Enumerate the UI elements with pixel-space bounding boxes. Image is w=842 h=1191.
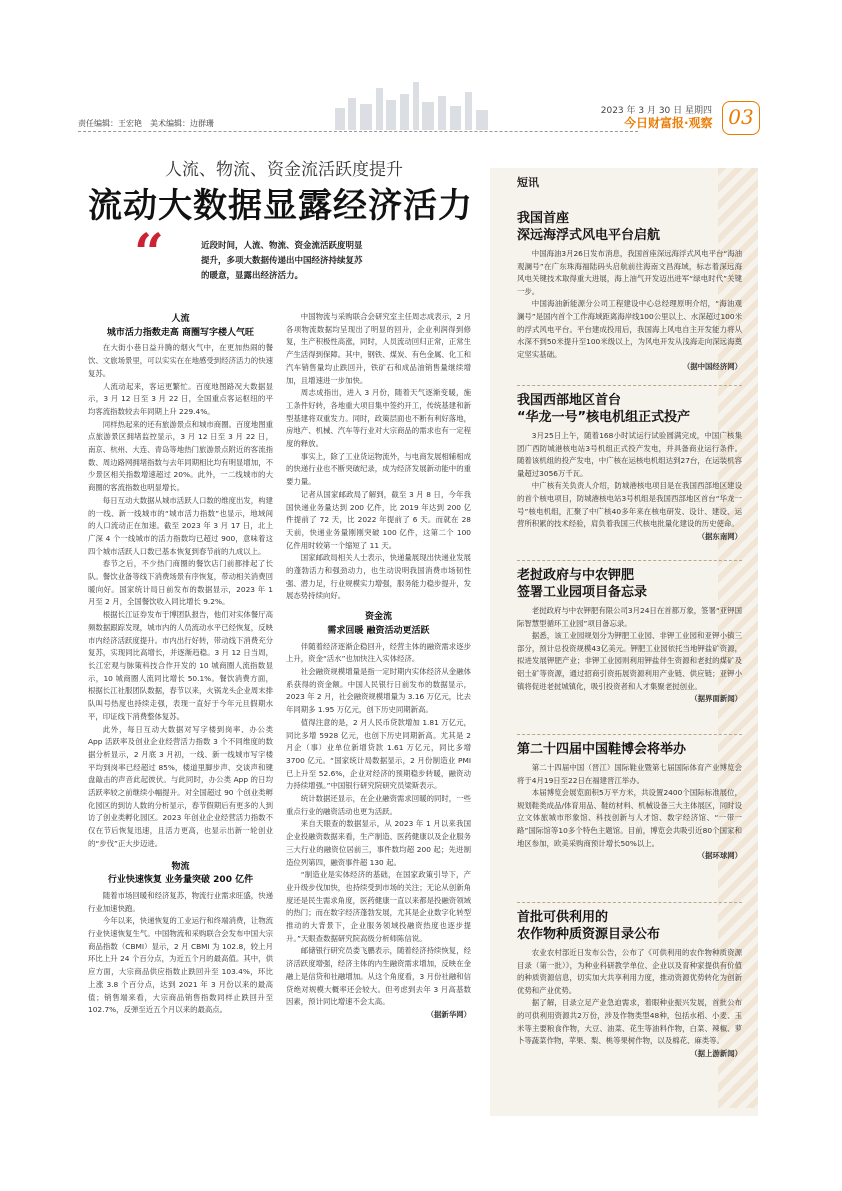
paragraph: 社会融资规模增量是指一定时期内实体经济从金融体系获得的资金额。中国人民银行日前发布的数据显示，2023 年 2 月，社会融资规模增量为 3.16 万亿元，比去年同期多 1.95 万亿元，创下历史同期新高。 <box>286 666 471 715</box>
section-heading: 需求回暖 融资活动更活跃 <box>327 625 430 636</box>
page-number: 03 <box>722 101 760 135</box>
quote-mark-icon: “ <box>134 223 164 284</box>
paragraph: 本届博览会展览面积5万平方米，共设置2400个国际标准展位，规划鞋类成品/体育用品、鞋纺材料、机械设备三大主体展区，同时设立文体旅城市形象馆、科技创新与人才馆、数字经济馆、“一带一路”国际馆等10多个特色主题馆。目前，博览会共吸引近80个国家和地区参加，欧美采购商预计增长50%以上。 <box>517 788 742 848</box>
paragraph: 同样热起来的还有旅游景点和城市商圈。百度地图重点旅游景区拥堵监控显示，3 月 12 日至 3 月 22 日，南京、杭州、大连、青岛等地热门旅游景点附近的客流指数、周边路网拥堵指数与去年同期相比均有明显增加，不少景区相关指数增速超过 20%。此外，一二线城市的大商圈的客流指数也明显增长。 <box>88 419 273 493</box>
paragraph: 此外，每日互动大数据对写字楼到岗率、办公类 App 活跃率及创业企业经营活力指数 3 个不同维度的数据分析显示，2 月底 3 月初，一线、新一线城市写字楼平均到岗率已经超过 85%，楼道里脚步声、交谈声和键盘敲击的声音此起彼伏。与此同时，办公类 App 的日均活跃率较之前继续小幅提升。对全国超过 90 个创业类孵化园区的到访人数的分析显示，春节假期后有更多的人到访了创业类孵化园区。2023 年创业企业经营活力指数不仅在节后恢复迅速，且活力更高，也显示出新一轮创业的“步伐”正大步迈进。 <box>88 724 273 848</box>
paragraph: 中国海油3月26日发布消息，我国首座深远海浮式风电平台“海油观澜号”在广东珠海福陆码头启航前往海南文昌海域，标志着深远海风电关键技术取得重大进展，海上油气开发迈出进军“绿电时代”关键一步。 <box>517 249 742 296</box>
news-title: 第二十四届中国鞋博会将举办 <box>517 742 687 757</box>
paragraph: 来自天眼查的数据显示，从 2023 年 1 月以来我国企业投融资数据来看，生产制造、医药健康以及企业服务三大行业的融资位居前三，事件数均超 200 起；先进制造位列第四，融资事件超 130 起。 <box>286 819 471 867</box>
header-divider <box>78 131 638 132</box>
section-heading: 行业快速恢复 业务量突破 200 亿件 <box>107 875 254 886</box>
section-label: 人流 <box>171 314 190 324</box>
paragraph: 邮储银行研究员娄飞鹏表示，随着经济持续恢复，经济活跃度增强，经济主体的内生融资需求增加，反映在金融上是信贷和社融增加。从这个角度看，3 月份社融和信贷绝对规模大概率还会较大。但考虑到去年 3 月高基数因素，预计同比增速不会太高。 <box>286 946 471 1007</box>
section-label: 物流 <box>171 861 190 872</box>
paragraph: 老挝政府与中农钾肥有限公司3月24日在首都万象，签署“亚钾国际智慧型循环工业园”项目备忘录。 <box>517 606 742 628</box>
paragraph: 农业农村部近日发布公告，公布了《可供利用的农作物种质资源目录（第一批）》，为种业科研教学单位、企业以及育种家提供有价值的种质资源信息，切实加大共享利用力度，推动资源优势转化为创新优势和产业优势。 <box>517 948 742 995</box>
paragraph: 事实上，除了工业货运物流外，与电商发展相辅相成的快递行业也不断突破纪录，成为经济发展新动能中的重要力量。 <box>286 451 471 487</box>
article-source: （据新华网） <box>426 1009 471 1019</box>
paragraph: 在大街小巷日益升腾的烟火气中，在更加热闹的餐饮、文旅场景里，可以实实在在地感受到经济活力的快速复苏。 <box>88 343 273 378</box>
news-title: 我国首座 深远海浮式风电平台启航 <box>517 211 661 243</box>
news-title: 老挝政府与中农钾肥 签署工业园项目备忘录 <box>517 568 648 600</box>
paragraph: 3月25日上午，随着168小时试运行试验圆满完成，中国广核集团广西防城港核电站3号机组正式投产发电，并具备商业运行条件。随着该机组的投产发电，中广核在运核电机组达到27台，在运装机容量超过3056万千瓦。 <box>517 431 742 478</box>
page-section-name: 今日财富报·观察 <box>624 116 713 130</box>
paragraph: 今年以来，快递恢复的工业运行和终端消费，让物流行业快速恢复生气。中国物流和采购联合会发布中国大宗商品指数（CBMI）显示，2 月 CBMI 为 102.8，较上月环比上升 24 个百分点，为近五个月的最高值。其中，供应方面，大宗商品供应指数止跌回升至 103.4%，环比上涨 3.8 个百分点，达到 2021 年 3 月份以来的最高值；销售端来看，大宗商品销售指数同样止跌回升至 102.7%，反弹至近五个月以来的最高点。 <box>88 916 273 1015</box>
article-title: 流动大数据显露经济活力 <box>88 186 473 226</box>
issue-date: 2023 年 3 月 30 日 星期四 <box>600 106 712 116</box>
paragraph: 据了解，目录立足产业急迫需求，着眼种业振兴发展，首批公布的可供利用资源共2万份，涉及作物类型48种，包括水稻、小麦、玉米等主要粮食作物，大豆、油菜、花生等油料作物，白菜、辣椒、萝卜等蔬菜作物，苹果、梨、桃等果树作物，以及棉花、麻类等。 <box>517 998 742 1046</box>
news-title: 我国西部地区首台 “华龙一号”核电机组正式投产 <box>517 393 691 425</box>
short-news-item <box>517 392 742 543</box>
paragraph: 随着市场回暖和经济复苏，物流行业需求旺盛，快递行业加速快跑。 <box>88 890 273 913</box>
short-news-item <box>517 567 742 706</box>
paragraph: 中国海油新能源分公司工程建设中心总经理原明介绍，“海油观澜号”是国内首个工作海域距离海岸线100公里以上、水深超过100米的浮式风电平台。平台建成投用后，我国海上风电自主开发能力将从水深不到50米提升至100米级以上，为风电开发从浅海走向深远海奠定坚实基础。 <box>517 299 742 359</box>
paragraph: 值得注意的是，2 月人民币贷款增加 1.81 万亿元，同比多增 5928 亿元，也创下历史同期新高。尤其是 2 月企（事）业单位新增贷款 1.61 万亿元，同比多增 3700 亿元。“国家统计局数据显示，2 月份制造业 PMI 已上升至 52.6%，企业对经济的预期稳步转暖，融资动力持续增强。”中国银行研究院研究员梁斯表示。 <box>286 717 471 791</box>
paragraph: “制造业是实体经济的基础，在国家政策引导下，产业升级步伐加快，也持续受到市场的关注；无论从创新角度还是民生需求角度，医药健康一直以来都是投融资领域的热门；而在数字经济蓬勃发展，尤其是企业数字化转型推动的大背景下，企业服务领域投融资热度也逐步提升。”天眼查数据研究院高级分析师陈信说。 <box>286 870 471 943</box>
news-source: （据上游新闻） <box>690 1048 742 1058</box>
news-source: （据环球网） <box>697 851 742 861</box>
paragraph: 人流动起来，客运更繁忙。百度地图路况大数据显示，3 月 12 日至 3 月 22 日，全国重点客运枢纽的平均客流指数较去年同期上升 229.4%。 <box>88 381 273 416</box>
news-divider <box>517 734 742 735</box>
short-news-item <box>517 741 742 863</box>
section-label: 资金流 <box>364 612 392 623</box>
editor-credit: 责任编辑：王宏艳 美术编辑：边群珊 <box>78 119 214 128</box>
article-lead: 近段时间，人流、物流、资金流活跃度明显提升，多项大数据传递出中国经济持续复苏的暖意，显露出经济活力。 <box>201 241 363 281</box>
paragraph: 第二十四届中国（晋江）国际鞋业暨第七届国际体育产业博览会将于4月19日至22日在福建晋江举办。 <box>517 763 742 785</box>
short-news-label: 短讯 <box>517 176 539 189</box>
paragraph: 统计数据还显示，在企业融资需求回暖的同时，一些重点行业的融资活动也更为活跃。 <box>286 794 471 816</box>
news-title: 首批可供利用的 农作物种质资源目录公布 <box>517 910 661 942</box>
paragraph: 中广核有关负责人介绍，防城港核电项目是在我国西部地区建设的首个核电项目，防城港核电站3号机组是我国西部地区首台“华龙一号”核电机组，汇聚了中广核40多年来在核电研发、设计、建设、运营所积累的技术经验，肩负着我国三代核电批量化建设的历史使命。 <box>517 481 742 529</box>
paragraph: 春节之后，不少热门商圈的餐饮店门前都排起了长队。餐饮业备等线下消费场景有序恢复，带动相关消费回暖向好。国家统计局日前发布的数据显示，2023 年 1 月至 2 月，全国餐饮收入同比增长 9.2%。 <box>88 559 273 607</box>
article-column-2 <box>286 311 471 1022</box>
news-source: （据界面新闻） <box>690 694 742 704</box>
paragraph: 根据长江证券发布于博团队报告，他们对实体餐厅高频数据跟踪发现，城市内的人员流动水平已经恢复，反映市内经济活跃度提升。市内出行好转，带动线下消费充分复苏，实现同比高增长，并逐渐趋稳。3 月 12 日当周，长江宏观与脉策科技合作开发的 10 城商圈人流指数显示，10 城商圈人流同比增长 50.1%。餐饮消费方面，根据长江社服团队数据，春节以来，火锅龙头企业周末排队叫号热度也持续走强，表现一直好于今年元旦假期水平，印证线下消费整体复苏。 <box>88 610 273 721</box>
news-source: （据中国经济网） <box>682 362 742 372</box>
short-news-item <box>517 909 742 1060</box>
article-subtitle: 人流、物流、资金流活跃度提升 <box>165 160 403 180</box>
paragraph: 周志成指出，进入 3 月份，随着天气逐渐变暖，施工条件好转，各地重大项目集中签约开工，传统基建和新型基建将双重发力。同时，政策层面也不断有利好落地，房地产、机械、汽车等行业对大宗商品的需求也有一定程度的释放。 <box>286 388 471 449</box>
paragraph: 国家邮政局相关人士表示，快递量展现出快递业发展的蓬勃活力和强劲动力，也生动说明我国消费市场韧性强、潜力足，行业规模实力增强，服务能力稳步提升，发展态势持续向好。 <box>286 553 471 601</box>
news-divider <box>517 560 742 561</box>
city-skyline-illustration <box>330 80 500 130</box>
paragraph: 据悉，该工业园规划分为钾肥工业园、非钾工业园和亚钾小镇三部分，预计总投资规模43亿美元。钾肥工业园依托当地钾盐矿资源，拟进发展钾肥产业；非钾工业园则利用钾盐伴生资源和老挝的煤矿及铝土矿等资源，通过招商引资拓展资源利用产业链、供应链；亚钾小镇将促进老挝城镇化，吸引投资者和人才集聚老挝创业。 <box>517 631 742 691</box>
paragraph: 记者从国家邮政局了解到，截至 3 月 8 日，今年我国快递业务量达到 200 亿件，比 2019 年达到 200 亿件提前了 72 天，比 2022 年提前了 6 天。而就在 28 天前，快递业务量刚刚突破 100 亿件，这第二个 100 亿件用时较第一个缩短了 11 天。 <box>286 489 471 550</box>
paragraph: 伴随着经济逐渐企稳回升，经营主体的融资需求逐步上升，资金“活水”也加快注入实体经济。 <box>286 641 471 664</box>
news-divider <box>517 385 742 386</box>
short-news-item <box>517 210 742 374</box>
paragraph: 每日互动大数据从城市活跃人口数的维度出发，构建的一线、新一线城市的“城市活力指数”也显示，地域间的人口流动正在加速。截至 2023 年 3 月 17 日，北上广深 4 个一线城市的活力指数均已超过 900，意味着这四个城市活跃人口数已基本恢复到春节前的九成以上。 <box>88 495 273 556</box>
paragraph: 中国物流与采购联合会研究室主任周志成表示，2 月各项物流数据均呈现出了明显的回升，企业利润得到修复，生产积极性高涨，同时，人员流动回归正常，正常生产生活得到保障。其中，钢铁、煤炭、有色金属、化工和汽车销售量均止跌回升，铁矿石和成品油销售量继续增加，且增速进一步加快。 <box>286 312 471 385</box>
news-divider <box>517 902 742 903</box>
news-source: （据东南网） <box>697 531 742 541</box>
section-heading: 城市活力指数走高 商圈写字楼人气旺 <box>106 327 255 338</box>
article-column-1 <box>88 311 273 1017</box>
